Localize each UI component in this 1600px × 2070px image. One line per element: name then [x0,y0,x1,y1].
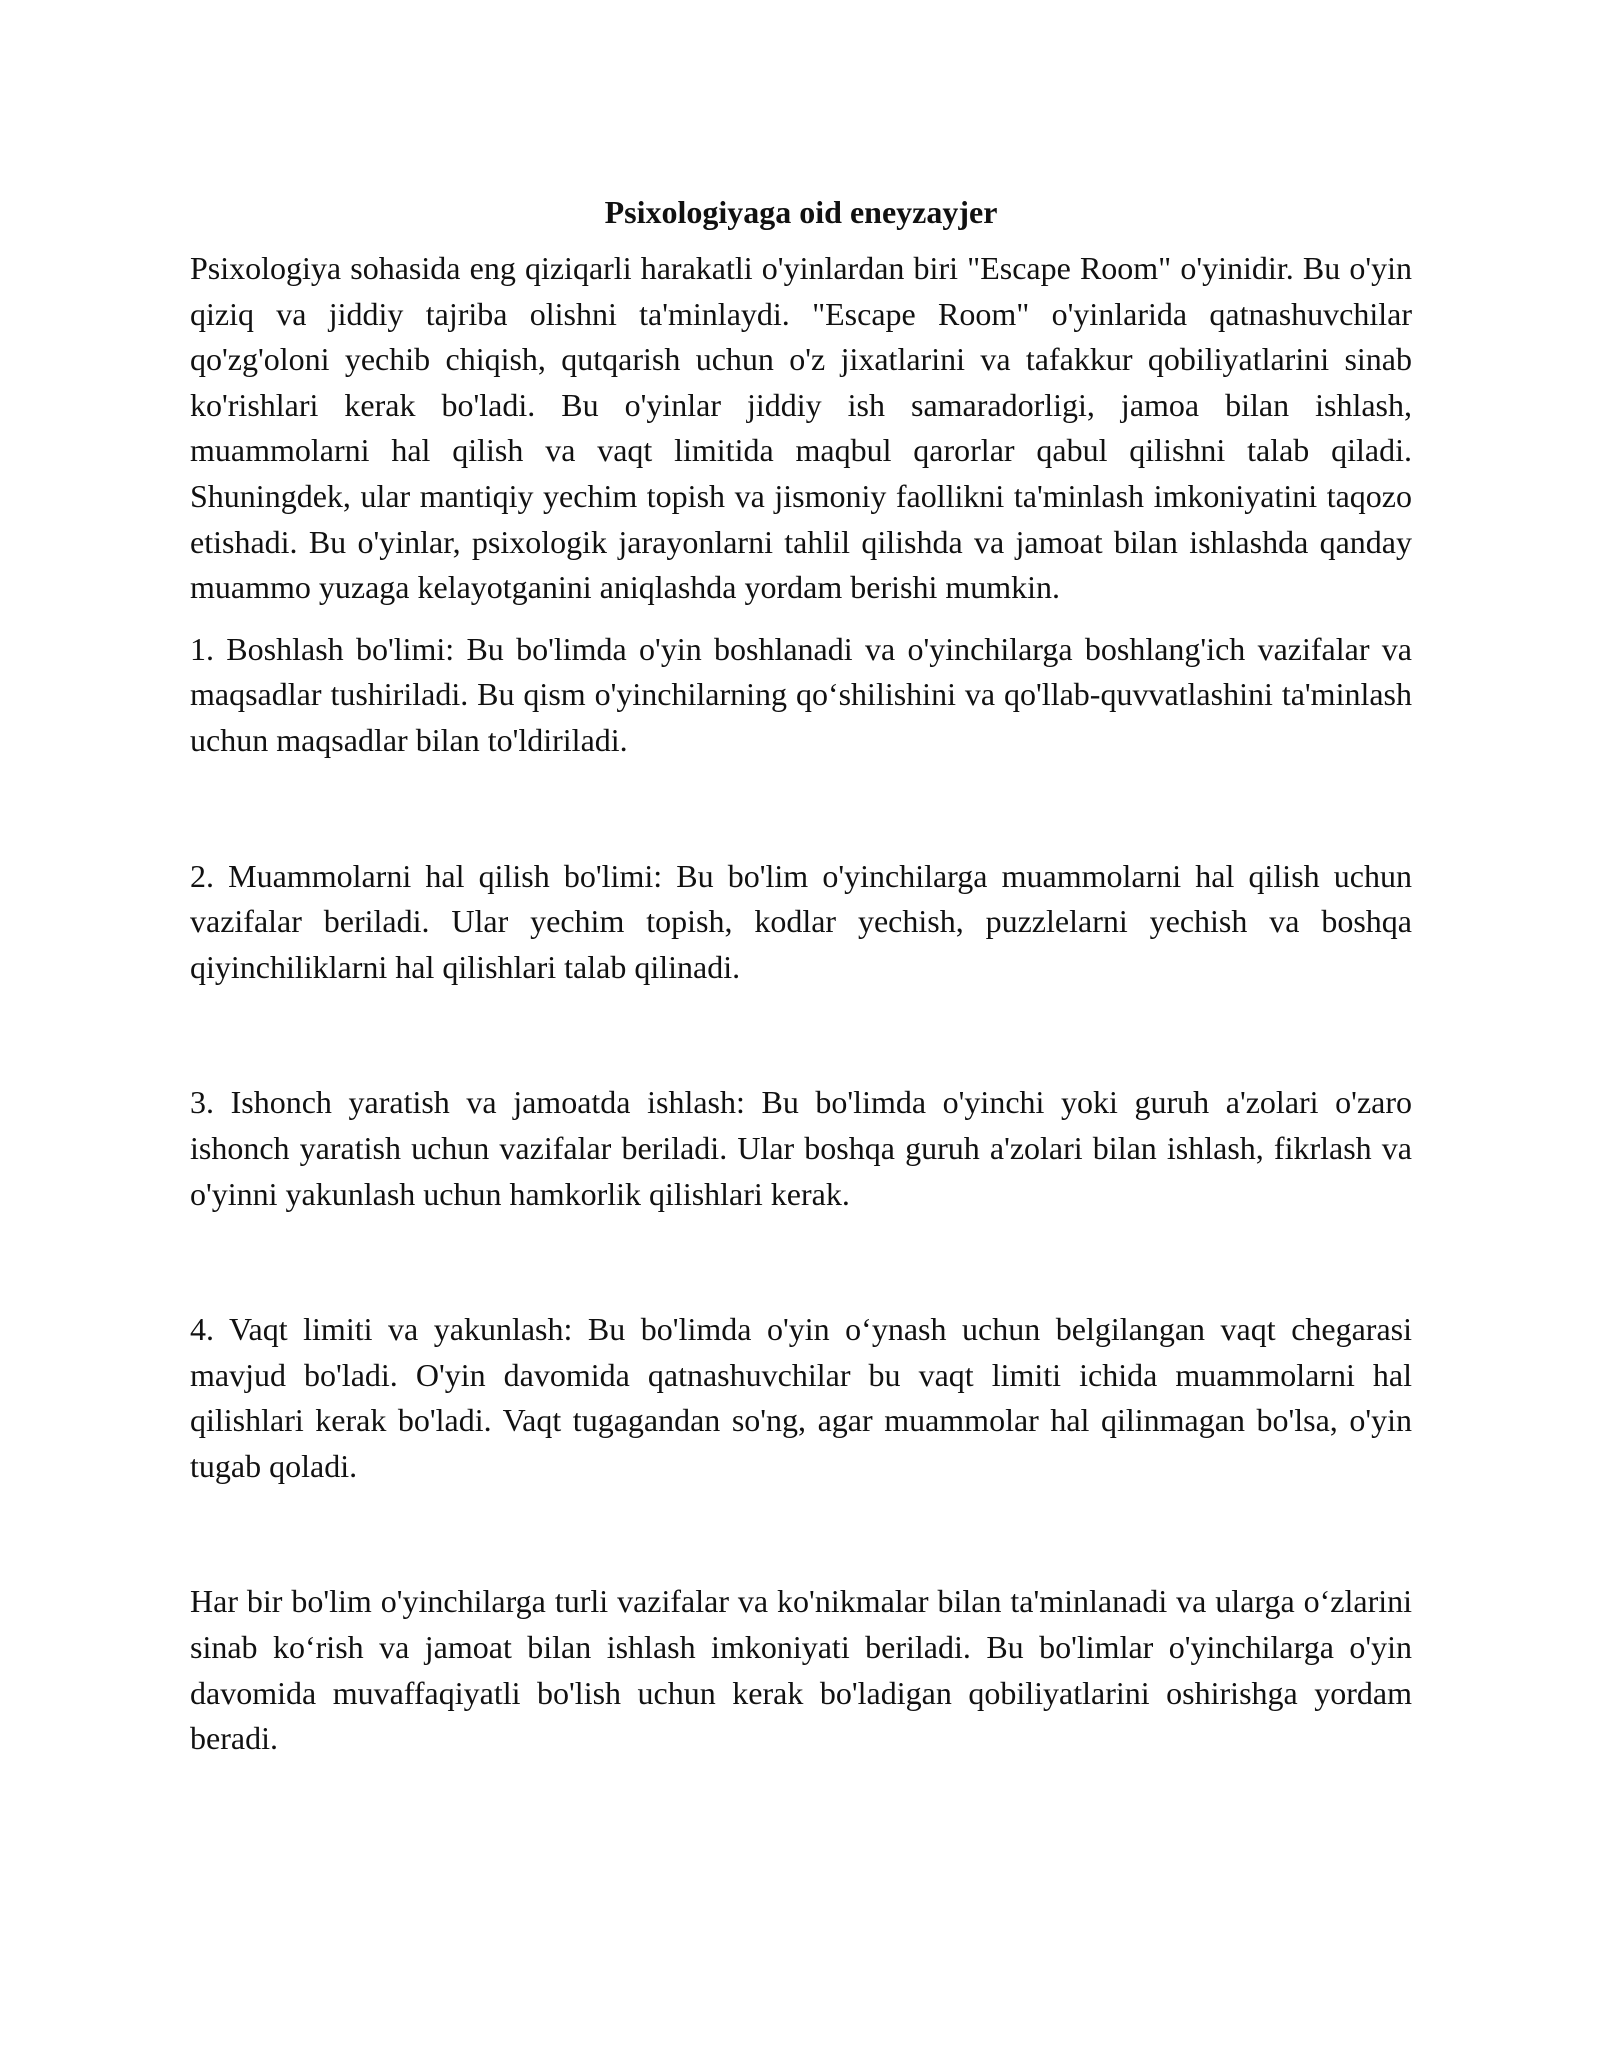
section-1-paragraph: 1. Boshlash bo'limi: Bu bo'limda o'yin boshlanadi va o'yinchilarga boshlang'ich vazifalar va maqsadlar tushiriladi. Bu qism o'yinchilarning qo‘shilishini va qo'llab-quvvatlashini ta'minlash uchun maqsadlar bilan to'ldiriladi. [190,630,1412,758]
document-body [190,190,1412,1762]
section-4-paragraph: 4. Vaqt limiti va yakunlash: Bu bo'limda o'yin o‘ynash uchun belgilangan vaqt chegarasi mavjud bo'ladi. O'yin davomida qatnashuvchilar bu vaqt limiti ichida muammolarni hal qilishlari kerak bo'ladi. Vaqt tugagandan so'ng, agar muammolar hal qilinmagan bo'lsa, o'yin tugab qoladi. [190,1311,1412,1484]
section-3-paragraph: 3. Ishonch yaratish va jamoatda ishlash: Bu bo'limda o'yinchi yoki guruh a'zolari o'zaro ishonch yaratish uchun vazifalar beriladi. Ular boshqa guruh a'zolari bilan ishlash, fikrlash va o'yinni yakunlash uchun hamkorlik qilishlari kerak. [190,1084,1412,1212]
section-2-paragraph: 2. Muammolarni hal qilish bo'limi: Bu bo'lim o'yinchilarga muammolarni hal qilish uchun vazifalar beriladi. Ular yechim topish, kodlar yechish, puzzlelarni yechish va boshqa qiyinchiliklarni hal qilishlari talab qilinadi. [190,857,1412,985]
intro-paragraph: Psixologiya sohasida eng qiziqarli harakatli o'yinlardan biri "Escape Room" o'yinidir. Bu o'yin qiziq va jiddiy tajriba olishni ta'minlaydi. "Escape Room" o'yinlarida qatnashuvchilar qo'zg'oloni yechib chiqish, qutqarish uchun o'z jixatlarini va tafakkur qobiliyatlarini sinab ko'rishlari kerak bo'ladi. Bu o'yinlar jiddiy ish samaradorligi, jamoa bilan ishlash, muammolarni hal qilish va vaqt limitida maqbul qarorlar qabul qilishni talab qiladi. Shuningdek, ular mantiqiy yechim topish va jismoniy faollikni ta'minlash imkoniyatini taqozo etishadi. Bu o'yinlar, psixologik jarayonlarni tahlil qilishda va jamoat bilan ishlashda qanday muammo yuzaga kelayotganini aniqlashda yordam berishi mumkin. [190,250,1412,606]
conclusion-paragraph: Har bir bo'lim o'yinchilarga turli vazifalar va ko'nikmalar bilan ta'minlanadi va ularga o‘zlarini sinab ko‘rish va jamoat bilan ishlash imkoniyati beriladi. Bu bo'limlar o'yinchilarga o'yin davomida muvaffaqiyatli bo'lish uchun kerak bo'ladigan qobiliyatlarini oshirishga yordam beradi. [190,1583,1412,1757]
document-title: Psixologiyaga oid eneyzayjer [604,194,998,230]
